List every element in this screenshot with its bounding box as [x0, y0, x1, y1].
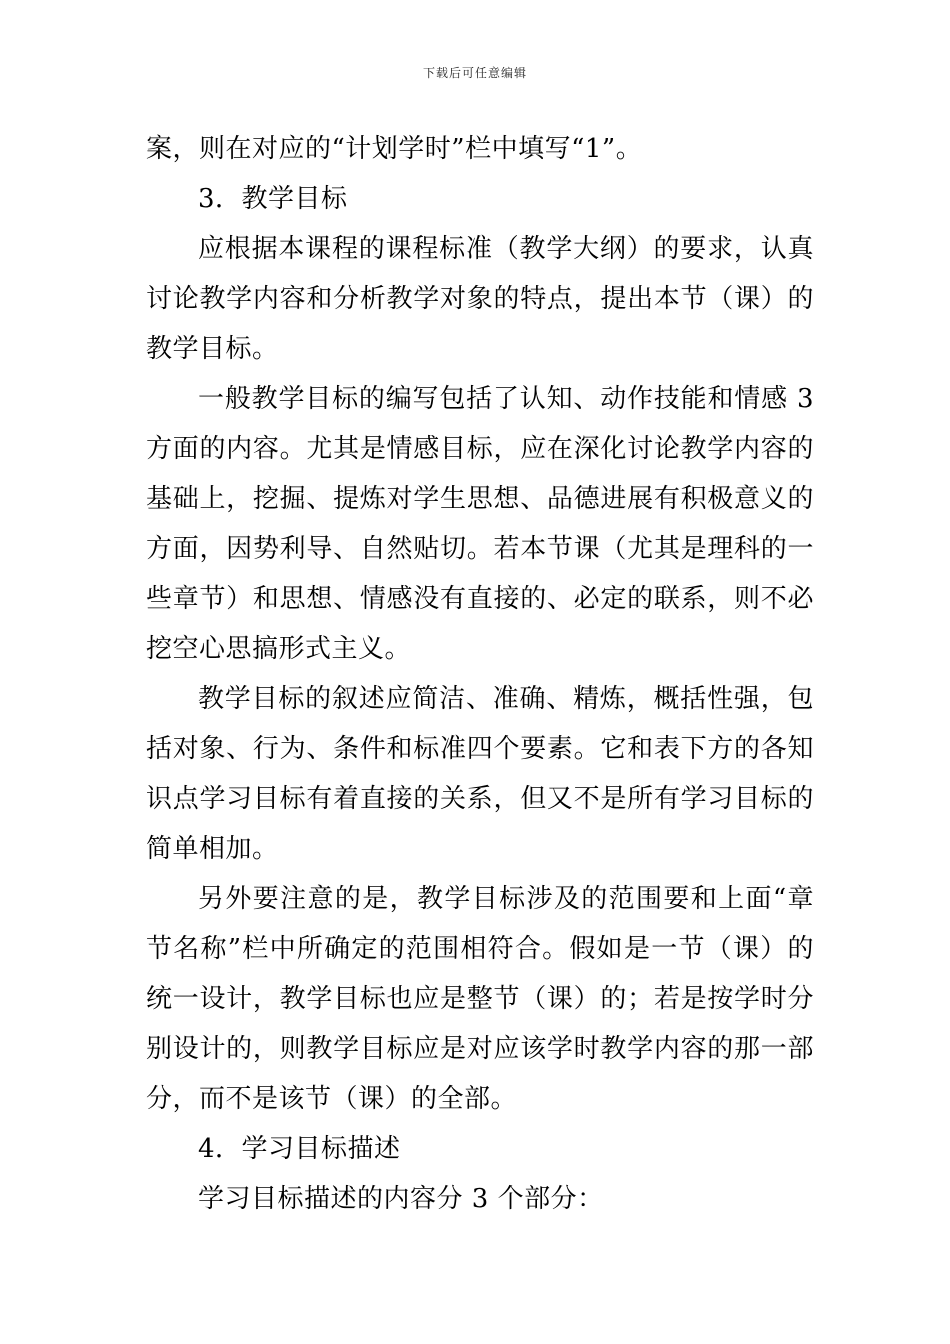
- paragraph-goals-scope: 另外要注意的是，教学目标涉及的范围要和上面“章节名称”栏中所确定的范围相符合。假如是一节（课）的统一设计，教学目标也应是整节（课）的；若是按学时分别设计的，则教学目标应是对应该学时教学内容的那一部分，而不是该节（课）的全部。: [146, 884, 814, 1114]
- document-body: [146, 124, 814, 1224]
- page-header-note: 下载后可任意编辑: [422, 66, 527, 80]
- paragraph-goals-description: 教学目标的叙述应简洁、准确、精炼，概括性强，包括对象、行为、条件和标准四个要素。它和表下方的各知识点学习目标有着直接的关系，但又不是所有学习目标的简单相加。: [146, 684, 814, 864]
- paragraph-continuation: 案，则在对应的“计划学时”栏中填写“1”。: [146, 134, 643, 164]
- section-heading-teaching-goals: 3．教学目标: [198, 184, 348, 214]
- paragraph-goals-basis: 应根据本课程的课程标准（教学大纲）的要求，认真讨论教学内容和分析教学对象的特点，提出本节（课）的教学目标。: [146, 234, 814, 364]
- paragraph-learning-goals-intro: 学习目标描述的内容分 3 个部分：: [198, 1184, 604, 1214]
- section-heading-learning-goals: 4．学习目标描述: [198, 1134, 401, 1164]
- paragraph-goals-content: 一般教学目标的编写包括了认知、动作技能和情感 3 方面的内容。尤其是情感目标，应在深化讨论教学内容的基础上，挖掘、提炼对学生思想、品德进展有积极意义的方面，因势利导、自然贴切。若本节课（尤其是理科的一些章节）和思想、情感没有直接的、必定的联系，则不必挖空心思搞形式主义。: [146, 384, 814, 664]
